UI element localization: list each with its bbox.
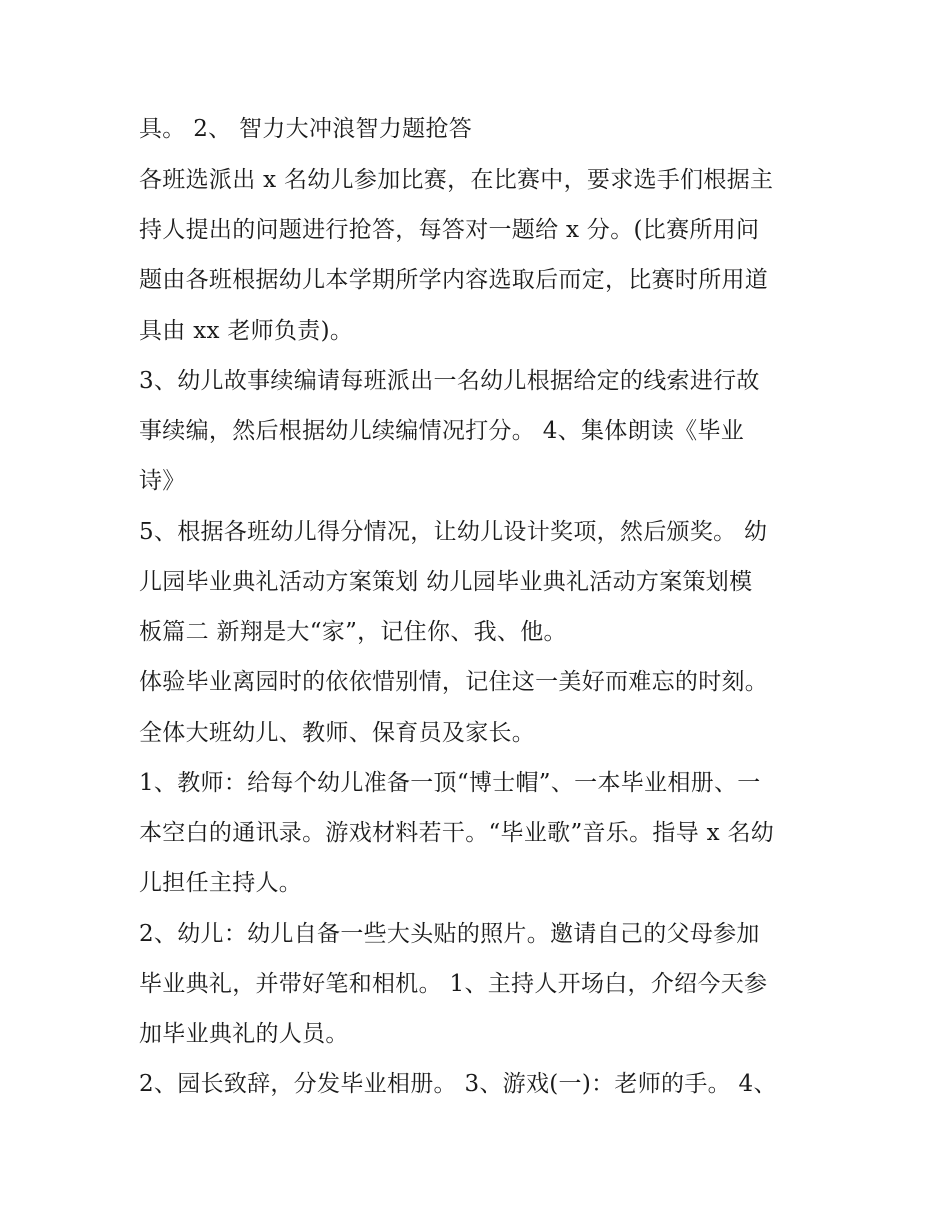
text-line: 具。 2、 智力大冲浪智力题抢答 [139, 116, 473, 142]
text-line: 本空白的通讯录。游戏材料若干。“毕业歌”音乐。指导 x 名幼 [139, 820, 775, 846]
text-line: 儿园毕业典礼活动方案策划 幼儿园毕业典礼活动方案策划模 [139, 569, 753, 595]
text-line: 2、幼儿：幼儿自备一些大头贴的照片。邀请自己的父母参加 [139, 921, 760, 947]
text-line: 5、根据各班幼儿得分情况，让幼儿设计奖项，然后颁奖。 幼 [139, 519, 768, 545]
text-line: 1、教师：给每个幼儿准备一顶“博士帽”、一本毕业相册、一 [139, 770, 761, 796]
text-line: 体验毕业离园时的依依惜别情，记住这一美好而难忘的时刻。 [139, 669, 769, 695]
text-line: 具由 xx 老师负责)。 [139, 318, 354, 344]
text-line: 事续编，然后根据幼儿续编情况打分。 4、集体朗读《毕业 [139, 418, 745, 444]
text-line: 儿担任主持人。 [139, 870, 303, 896]
text-line: 持人提出的问题进行抢答，每答对一题给 x 分。(比赛所用问 [139, 217, 760, 243]
text-line: 各班选派出 x 名幼儿参加比赛，在比赛中，要求选手们根据主 [139, 167, 774, 193]
text-line: 毕业典礼，并带好笔和相机。 1、主持人开场白，介绍今天参 [139, 971, 768, 997]
text-line: 题由各班根据幼儿本学期所学内容选取后而定，比赛时所用道 [139, 267, 769, 293]
text-line: 诗》 [139, 468, 186, 494]
text-line: 2、园长致辞，分发毕业相册。 3、游戏(一)：老师的手。 4、 [139, 1071, 777, 1097]
text-line: 全体大班幼儿、教师、保育员及家长。 [139, 720, 536, 746]
text-line: 3、幼儿故事续编请每班派出一名幼儿根据给定的线索进行故 [139, 368, 760, 394]
text-line: 加毕业典礼的人员。 [139, 1021, 349, 1047]
text-line: 板篇二 新翔是大“家”，记住你、我、他。 [139, 619, 567, 645]
